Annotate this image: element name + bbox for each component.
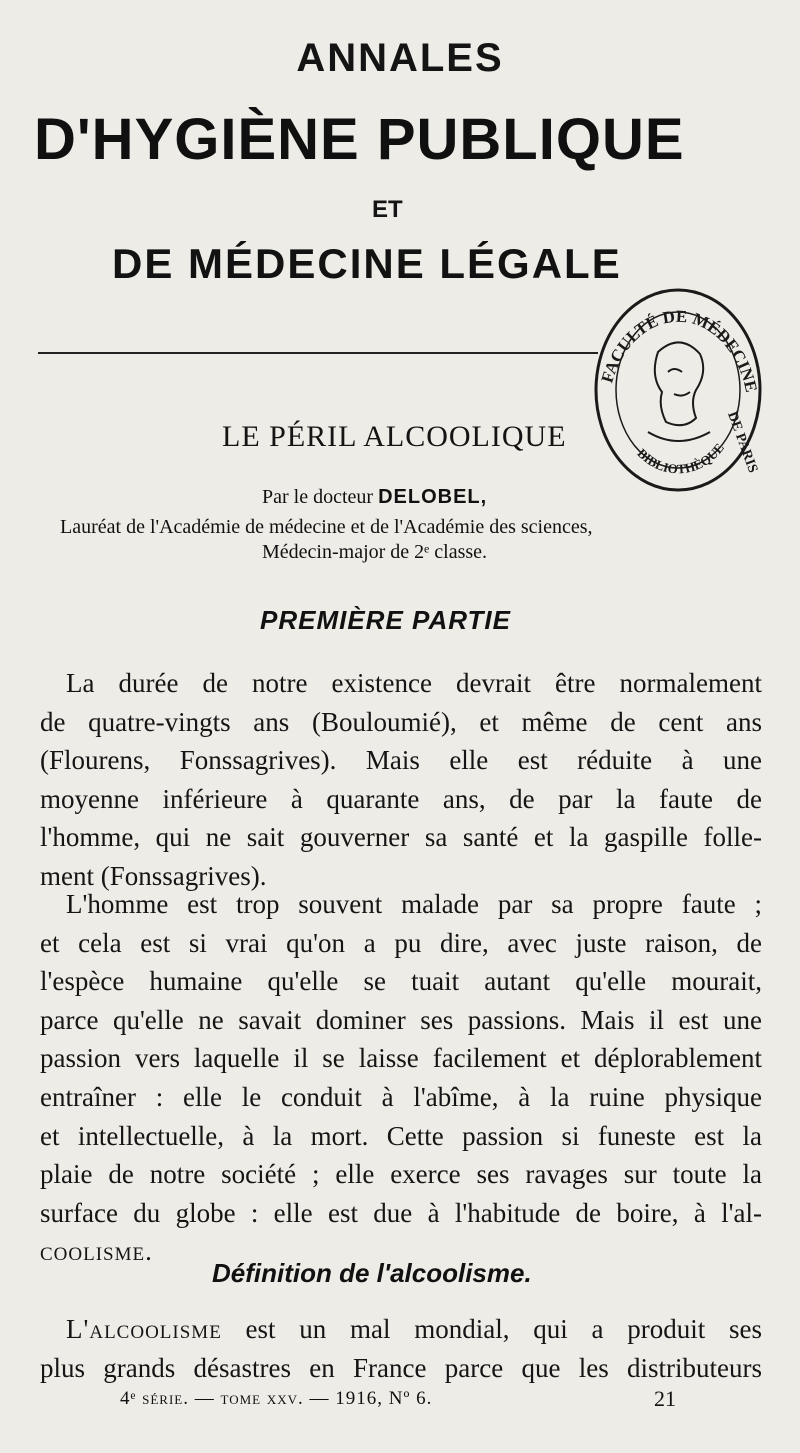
body-paragraph-2 xyxy=(40,885,762,1271)
paragraph-line xyxy=(40,1310,762,1349)
author-affiliation-1: Lauréat de l'Académie de médecine et de l'Académie des sciences, xyxy=(60,516,593,538)
author-affiliation-2: Médecin-major de 2ᵉ classe. xyxy=(262,541,488,563)
paragraph-line: passion vers laquelle il se laisse facilement et déplorablement xyxy=(40,1043,762,1074)
paragraph-line: plaie de notre société ; elle exerce ses ravages sur toute la xyxy=(40,1159,762,1190)
paragraph-line-rest: est un mal mondial, qui a produit ses xyxy=(221,1314,762,1344)
paragraph-line: (Flourens, Fonssagrives). Mais elle est réduite à une xyxy=(40,745,762,776)
paragraph-line: et cela est si vrai qu'on a pu dire, avec juste raison, de xyxy=(40,927,762,958)
body-paragraph-1 xyxy=(40,664,762,896)
byline-prefix: Par le docteur xyxy=(262,486,379,508)
body-paragraph-3 xyxy=(40,1310,762,1387)
paragraph-line: parce qu'elle ne savait dominer ses passions. Mais il est une xyxy=(40,1004,762,1035)
stamp-text-top: FACULTÉ DE MÉDECINE xyxy=(597,306,761,394)
paragraph-line: l'espèce humaine qu'elle se tuait autant qu'elle mourait, xyxy=(40,966,762,997)
byline xyxy=(262,486,487,509)
paragraph-line: entraîner : elle le conduit à l'abîme, à la ruine physique xyxy=(40,1081,762,1112)
journal-title-line-3: DE MÉDECINE LÉGALE xyxy=(112,240,622,287)
part-heading: PREMIÈRE PARTIE xyxy=(260,605,511,635)
footer-series: 4ᵉ série. — tome xxv. — 1916, Nº 6. xyxy=(120,1388,433,1409)
paragraph-line: L'homme est trop souvent malade par sa propre faute ; xyxy=(66,889,762,919)
author-name: DELOBEL, xyxy=(378,486,488,508)
paragraph-line: La durée de notre existence devrait être normalement xyxy=(66,668,762,698)
paragraph-line: moyenne inférieure à quarante ans, de par la faute de xyxy=(40,783,762,814)
library-stamp xyxy=(588,272,768,494)
stamp-text-right: DE PARIS xyxy=(724,409,761,475)
page-number: 21 xyxy=(654,1386,676,1411)
stamp-portrait-icon xyxy=(648,342,710,441)
paragraph-line: plus grands désastres en France parce que les distributeurs xyxy=(40,1352,762,1383)
paragraph-line: l'homme, qui ne sait gouverner sa santé et la gaspille folle- xyxy=(40,822,762,853)
paragraph-line: surface du globe : elle est due à l'habitude de boire, à l'al- xyxy=(40,1197,762,1228)
paragraph-line: ment (Fonssagrives). xyxy=(40,860,267,891)
page-footer xyxy=(120,1388,700,1410)
journal-title-conjunction: ET xyxy=(372,196,403,223)
paragraph-line: coolisme. xyxy=(40,1236,153,1267)
paragraph-line: de quatre-vingts ans (Bouloumié), et même de cent ans xyxy=(40,706,762,737)
section-heading: Définition de l'alcoolisme. xyxy=(212,1258,532,1288)
title-rule xyxy=(38,352,598,354)
paragraph-line: et intellectuelle, à la mort. Cette passion si funeste est la xyxy=(40,1120,762,1151)
journal-title-line-2: D'HYGIÈNE PUBLIQUE xyxy=(34,107,685,172)
stamp-text-bottom: BIBLIOTHÈQUE xyxy=(634,440,727,477)
journal-title-line-1: ANNALES xyxy=(296,36,504,80)
paragraph-lead-word: L'alcoolisme xyxy=(66,1314,222,1344)
article-title: LE PÉRIL ALCOOLIQUE xyxy=(222,420,567,453)
